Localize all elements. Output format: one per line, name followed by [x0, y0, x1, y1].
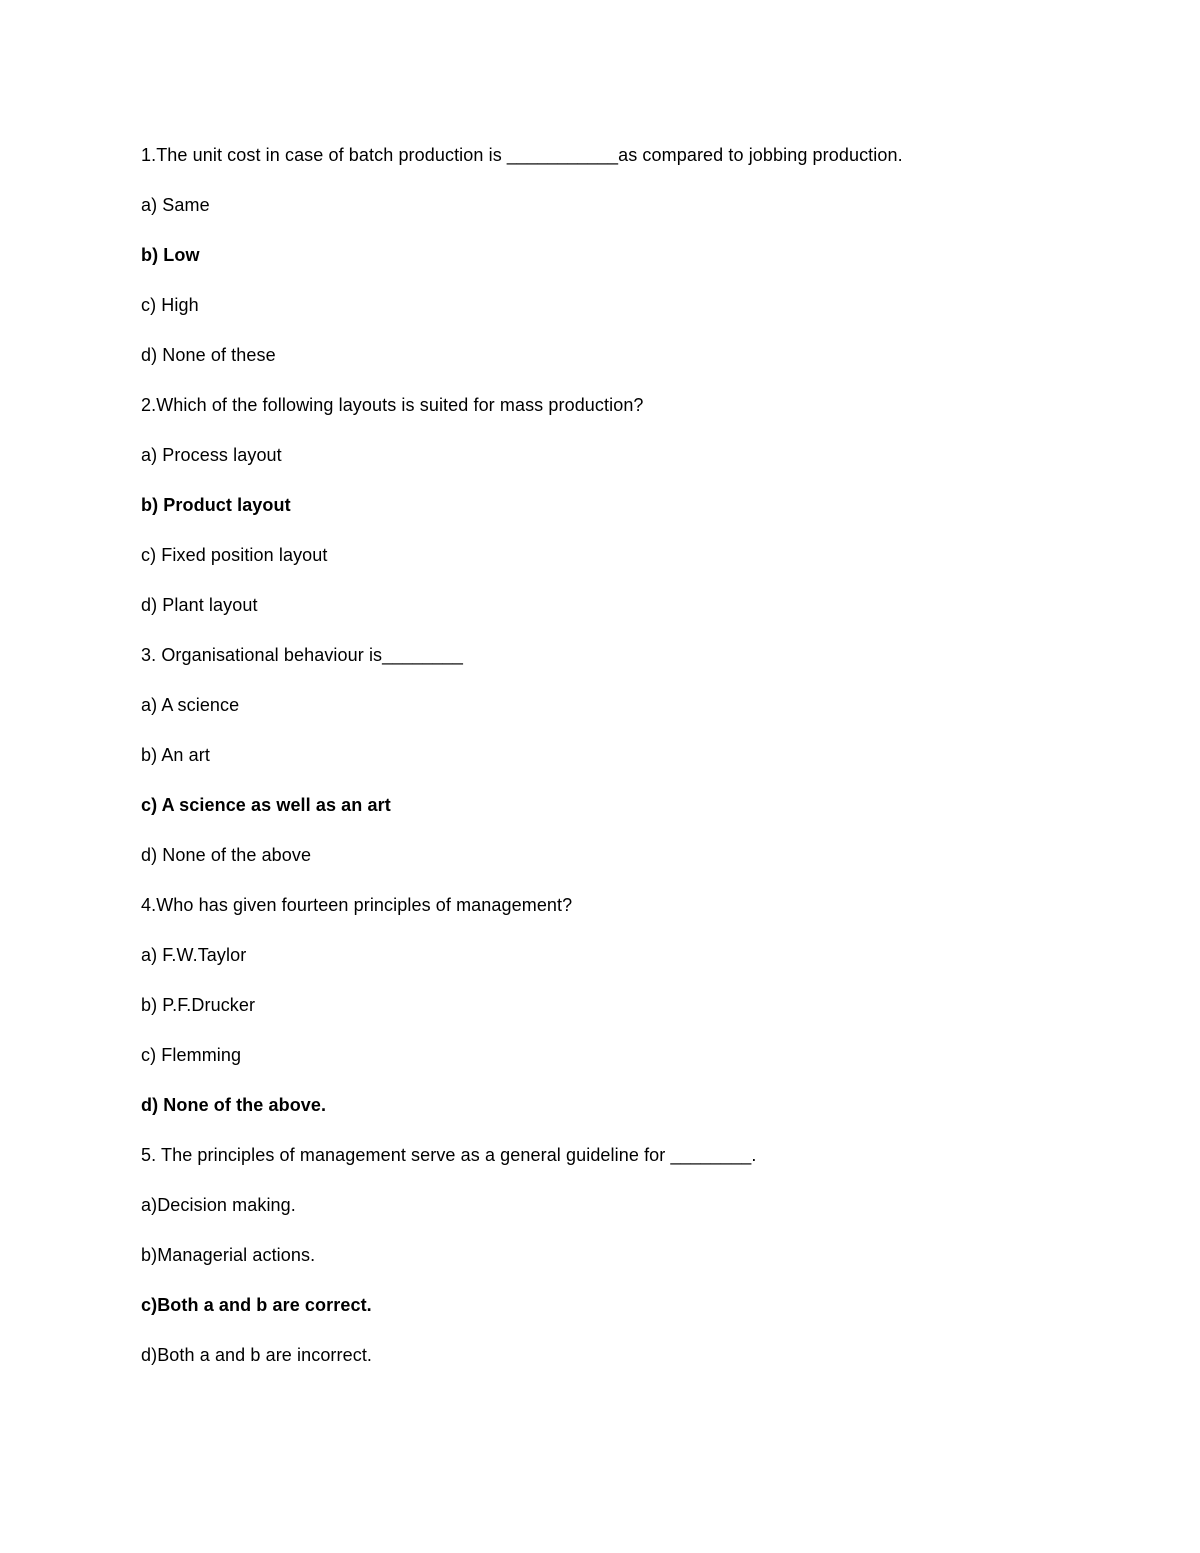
question-4-option-a: a) F.W.Taylor — [141, 945, 247, 965]
question-5-option-b: b)Managerial actions. — [141, 1245, 316, 1265]
question-1-option-c: c) High — [141, 295, 199, 315]
question-1-option-b: b) Low — [141, 245, 200, 265]
question-1-option-a: a) Same — [141, 195, 210, 215]
question-4-text: 4.Who has given fourteen principles of management? — [141, 895, 573, 915]
question-3-option-d: d) None of the above — [141, 845, 312, 865]
document-body — [141, 143, 1081, 1393]
question-5-option-c: c)Both a and b are correct. — [141, 1295, 372, 1315]
question-2-option-a: a) Process layout — [141, 445, 282, 465]
question-3-option-c: c) A science as well as an art — [141, 795, 391, 815]
question-3-text: 3. Organisational behaviour is________ — [141, 645, 464, 665]
question-5-text: 5. The principles of management serve as a general guideline for ________. — [141, 1145, 757, 1165]
question-5-option-a: a)Decision making. — [141, 1195, 296, 1215]
question-5-option-d: d)Both a and b are incorrect. — [141, 1345, 373, 1365]
question-4-option-d: d) None of the above. — [141, 1095, 327, 1115]
question-1-option-d: d) None of these — [141, 345, 276, 365]
question-2-text: 2.Which of the following layouts is suited for mass production? — [141, 395, 644, 415]
question-3-option-b: b) An art — [141, 745, 210, 765]
question-4-option-b: b) P.F.Drucker — [141, 995, 256, 1015]
question-3-option-a: a) A science — [141, 695, 240, 715]
question-1-text: 1.The unit cost in case of batch production is ___________as compared to jobbing production. — [141, 145, 903, 165]
question-4-option-c: c) Flemming — [141, 1045, 242, 1065]
question-2-option-b: b) Product layout — [141, 495, 291, 515]
question-2-option-c: c) Fixed position layout — [141, 545, 328, 565]
question-2-option-d: d) Plant layout — [141, 595, 258, 615]
